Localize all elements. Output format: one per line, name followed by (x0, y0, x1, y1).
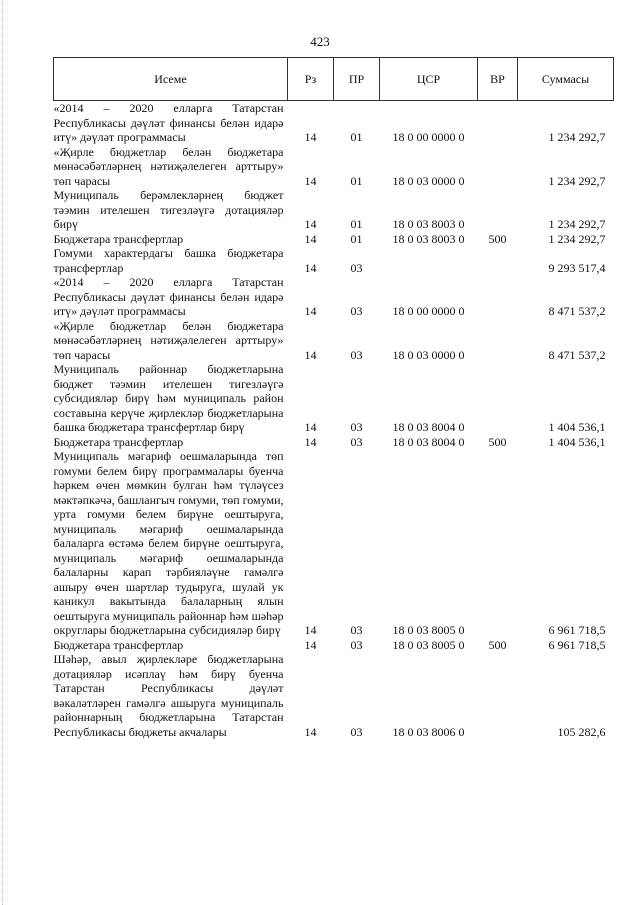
row-vr: 500 (488, 231, 507, 246)
row-pr: 01 (350, 130, 363, 144)
row-csr: 18 0 03 8005 0 (392, 637, 465, 652)
row-csr: 18 0 00 0000 0 (392, 304, 465, 318)
row-rz: 14 (304, 347, 317, 362)
table-header (54, 58, 614, 101)
row-sum: 6 961 718,5 (548, 637, 606, 652)
row-name: Муниципаль берәмлекләрнең бюджет тәэмин ителешен тигезләүгә дотацияләр бирү (53, 188, 284, 231)
row-vr (478, 246, 518, 275)
row-csr: 18 0 03 8003 0 (392, 217, 465, 231)
row-vr (478, 145, 518, 189)
row-rz: 14 (304, 217, 317, 231)
row-name: Шәһәр, авыл җирлекләре бюджетларына дотацияләр исәплаү һәм бирү буенча Татарстан Республикасы дәүләт вәкаләтләрен гамәлгә ашыруга муниципаль районнарның бюджетларына Татарстан Республикасы бюджеты акчалары (53, 652, 284, 739)
row-vr: 500 (488, 637, 507, 652)
row-rz: 14 (304, 637, 317, 652)
row-sum: 9 293 517,4 (548, 260, 606, 275)
table-body (54, 101, 614, 740)
row-rz: 14 (304, 434, 317, 449)
row-name: «2014 – 2020 елларга Татарстан Республикасы дәүләт финансы белән идарә итү» дәүләт программасы (53, 275, 284, 318)
table-row (54, 435, 614, 450)
row-sum: 1 404 536,1 (548, 420, 606, 434)
row-vr (478, 652, 518, 739)
row-name: «2014 – 2020 елларга Татарстан Республикасы дәүләт финансы белән идарә итү» дәүләт программасы (53, 101, 284, 144)
row-vr (478, 101, 518, 145)
row-csr: 18 0 03 0000 0 (392, 173, 465, 188)
row-rz: 14 (304, 724, 317, 739)
header-pr: ПР (334, 58, 380, 101)
row-name: Бюджетара трансфертлар (53, 231, 184, 246)
row-csr: 18 0 03 8003 0 (392, 231, 465, 246)
header-vr: ВР (478, 58, 518, 101)
table-row (54, 319, 614, 363)
row-sum: 1 234 292,7 (548, 231, 606, 246)
row-sum: 6 961 718,5 (548, 623, 606, 637)
row-rz: 14 (304, 420, 317, 434)
row-rz: 14 (304, 623, 317, 637)
row-sum: 1 234 292,7 (548, 217, 606, 231)
row-rz: 14 (304, 130, 317, 144)
row-csr: 18 0 03 8006 0 (392, 724, 465, 739)
row-name: Муниципаль мәгариф оешмаларында төп гомуми белем бирү программалары буенча һәркем өчен мөмкин булган һәм түләүсез мәктәпкәчә, башлангыч гомуми, төп гомуми, урта гомуми белем бирүне оештыруга, муниципаль мәгариф оешмаларында балаларга өстәмә белем бирүне оештыруга, муниципаль мәгариф оешмаларында балаларны карап тәрбияләүне гамәлгә ашыру өчен шартлар тудыруга, шулай ук каникул вакытында балаларның ялын оештыруга муниципаль районнар һәм шәһәр округлары бюджетларына субсидияләр бирү (53, 449, 284, 637)
row-pr: 03 (350, 434, 363, 449)
page-number: 423 (310, 34, 330, 49)
row-csr: 18 0 00 0000 0 (392, 130, 465, 144)
row-sum: 1 234 292,7 (548, 130, 606, 144)
row-pr: 03 (350, 623, 363, 637)
row-pr: 03 (350, 260, 363, 275)
row-csr: 18 0 03 0000 0 (392, 347, 465, 362)
header-name: Исеме (54, 58, 288, 101)
row-pr: 01 (350, 217, 363, 231)
table-row (54, 362, 614, 435)
row-name: Муниципаль районнар бюджетларына бюджет тәэмин ителешен тигезләүгә субсидияләр бирү һәм муниципаль район составына керүче җирлекләр бюджетларына башка бюджетара трансфертлар бирү (53, 362, 284, 434)
row-vr (478, 188, 518, 232)
scan-edge-marks (2, 0, 9, 905)
row-sum: 1 404 536,1 (548, 434, 606, 449)
header-row (54, 58, 614, 101)
row-sum: 105 282,6 (557, 724, 606, 739)
table-row (54, 638, 614, 653)
row-csr (380, 246, 478, 275)
row-pr: 03 (350, 420, 363, 434)
row-vr (478, 275, 518, 319)
row-rz: 14 (304, 173, 317, 188)
row-vr: 500 (488, 434, 507, 449)
table-row (54, 449, 614, 638)
row-sum: 8 471 537,2 (548, 304, 606, 318)
row-vr (478, 449, 518, 638)
row-vr (478, 362, 518, 435)
row-csr: 18 0 03 8004 0 (392, 434, 465, 449)
budget-table (53, 57, 614, 739)
row-rz: 14 (304, 231, 317, 246)
table-row (54, 188, 614, 232)
row-name: Гомуми характердагы башка бюджетара трансфертлар (53, 246, 284, 275)
header-csr: ЦСР (380, 58, 478, 101)
row-pr: 03 (350, 724, 363, 739)
header-rz: Рз (288, 58, 334, 101)
table-row (54, 145, 614, 189)
row-sum: 8 471 537,2 (548, 347, 606, 362)
table-row (54, 232, 614, 247)
row-pr: 01 (350, 173, 363, 188)
table-row (54, 275, 614, 319)
row-rz: 14 (304, 304, 317, 318)
table-row (54, 101, 614, 145)
row-name: Бюджетара трансфертлар (53, 434, 184, 449)
table-row (54, 246, 614, 275)
row-name: Бюджетара трансфертлар (53, 637, 184, 652)
table-row (54, 652, 614, 739)
row-rz: 14 (304, 260, 317, 275)
row-name: «Җирле бюджетлар белән бюджетара мөнәсәбәтләрнең нәтиҗәлелеген арттыру» төп чарасы (53, 144, 284, 188)
row-pr: 03 (350, 304, 363, 318)
row-pr: 01 (350, 231, 363, 246)
row-pr: 03 (350, 637, 363, 652)
row-pr: 03 (350, 347, 363, 362)
row-csr: 18 0 03 8005 0 (392, 623, 465, 637)
header-sum: Суммасы (518, 58, 614, 101)
row-sum: 1 234 292,7 (548, 173, 606, 188)
row-vr (478, 319, 518, 363)
row-csr: 18 0 03 8004 0 (392, 420, 465, 434)
row-name: «Җирле бюджетлар белән бюджетара мөнәсәбәтләрнең нәтиҗәлелеген арттыру» төп чарасы (53, 318, 284, 362)
